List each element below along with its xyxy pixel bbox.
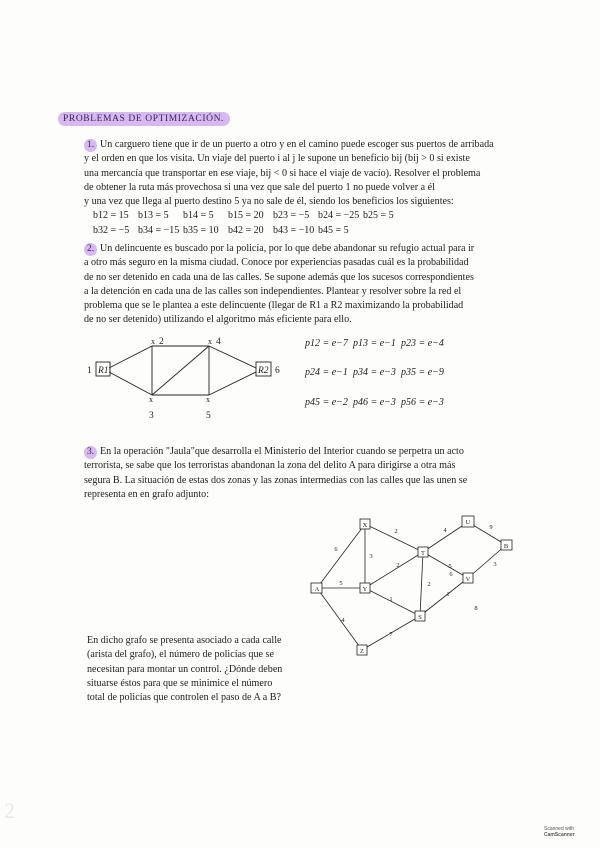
problem-3-text bbox=[84, 445, 524, 502]
text-line: de no ser detenido) utilizando el algoritmo más eficiente para ello. bbox=[84, 314, 352, 326]
probability-value: p34 = e−3 bbox=[353, 367, 396, 378]
node-v: V bbox=[465, 576, 471, 583]
node-3-mark: x bbox=[149, 395, 153, 404]
text-line: y el orden en que los visita. Un viaje del puerto i al j le supone un beneficio bij (bij > 0 si existe bbox=[84, 153, 470, 165]
weight-label: 3 bbox=[493, 561, 497, 568]
edge bbox=[152, 346, 209, 395]
edge bbox=[423, 552, 468, 578]
scanner-line: CamScanner bbox=[544, 832, 575, 838]
text-line: terrorista, se sabe que los terroristas abandonan la zona del delito A para dirigirse a otra más bbox=[84, 460, 456, 472]
weight-label: 1 bbox=[446, 591, 450, 598]
node-r1: R1 bbox=[98, 366, 109, 376]
node-t: T bbox=[421, 550, 425, 557]
weight-label: 4 bbox=[341, 617, 345, 624]
text-line: En dicho grafo se presenta asociado a cada calle bbox=[87, 635, 282, 646]
node-a: A bbox=[314, 586, 320, 593]
problem-1-number: 1. bbox=[84, 139, 97, 152]
text-line: de no ser detenido en cada una de las calles. Se supone además que los sucesos correspondientes bbox=[84, 271, 474, 283]
probability-value: p45 = e−2 bbox=[305, 397, 348, 408]
node-5-label: 5 bbox=[206, 411, 211, 421]
section-title: PROBLEMAS DE OPTIMIZACIÓN. bbox=[58, 112, 230, 126]
problem-1-text bbox=[84, 138, 524, 209]
text-line: a la detención en cada una de las calles son independientes. Plantear y resolver sobre la red el bbox=[84, 285, 462, 297]
node-x: X bbox=[362, 522, 368, 529]
page-number: 2 bbox=[4, 798, 15, 823]
weight-label: 7 bbox=[389, 631, 393, 638]
benefit-value: b43 = −10 bbox=[273, 225, 315, 236]
weight-label: 6 bbox=[334, 546, 338, 553]
benefit-value: b24 = −25 bbox=[318, 210, 360, 221]
benefits-row-1 bbox=[93, 210, 503, 221]
problem-2-number: 2. bbox=[84, 243, 97, 256]
text-line: Un delincuente es buscado por la policía, por lo que debe abandonar su refugio actual para ir bbox=[100, 243, 475, 254]
benefit-value: b34 = −15 bbox=[138, 225, 180, 236]
node-2-label: 2 bbox=[159, 337, 164, 347]
benefit-value: b12 = 15 bbox=[93, 210, 129, 221]
text-line: Un carguero tiene que ir de un puerto a otro y en el camino puede escoger sus puertos de arribada bbox=[100, 139, 494, 150]
node-4-label: 4 bbox=[216, 337, 221, 347]
text-line: representa en en grafo adjunto: bbox=[84, 488, 209, 500]
probability-value: p12 = e−7 bbox=[305, 338, 348, 349]
edge bbox=[109, 372, 152, 395]
weight-label: 8 bbox=[474, 605, 478, 612]
problem-2-text bbox=[84, 242, 524, 328]
probability-value: p23 = e−4 bbox=[401, 338, 444, 349]
text-line: necesitan para montar un control. ¿Dónde deben bbox=[87, 663, 283, 675]
weight-label: 3 bbox=[369, 553, 373, 560]
benefits-row-2 bbox=[93, 225, 503, 236]
edge bbox=[209, 372, 256, 395]
probability-value: p35 = e−9 bbox=[401, 367, 444, 378]
edge bbox=[109, 346, 152, 368]
probability-value: p13 = e−1 bbox=[353, 338, 396, 349]
probability-value: p46 = e−3 bbox=[353, 397, 396, 408]
problem-2-graph bbox=[80, 330, 300, 430]
node-2-mark: x bbox=[151, 337, 155, 346]
probabilities-row-3 bbox=[305, 397, 449, 408]
problem-3-side-text bbox=[87, 634, 317, 705]
node-5-mark: x bbox=[206, 395, 210, 404]
probabilities-row-2 bbox=[305, 367, 449, 378]
edge bbox=[317, 524, 365, 588]
problem-3-graph bbox=[305, 510, 520, 665]
text-line: de obtener la ruta más provechosa si una vez que sale del puerto 1 no puede volver a él bbox=[84, 181, 435, 193]
benefit-value: b42 = 20 bbox=[228, 225, 264, 236]
weight-label: 5 bbox=[339, 580, 343, 587]
node-r2: R2 bbox=[258, 366, 269, 376]
text-line: total de policías que controlen el paso de A a B? bbox=[87, 692, 281, 704]
weight-label: 9 bbox=[489, 524, 493, 531]
text-line: problema que se le plantea a este delincuente (llegar de R1 a R2 maximizando la probabilidad bbox=[84, 300, 464, 312]
text-line: segura B. La situación de estas dos zonas y las zonas intermedias con las calles que las unen se bbox=[84, 474, 468, 486]
problem-3-number: 3. bbox=[84, 446, 97, 459]
weight-label: 5 bbox=[448, 563, 452, 570]
start-label: 1 bbox=[87, 366, 92, 376]
node-s: S bbox=[418, 614, 422, 621]
benefit-value: b32 = −5 bbox=[93, 225, 130, 236]
weight-label: 4 bbox=[443, 527, 447, 534]
probability-value: p56 = e−3 bbox=[401, 397, 444, 408]
node-z: Z bbox=[360, 648, 364, 655]
weight-label: 2 bbox=[427, 581, 431, 588]
probabilities-row-1 bbox=[305, 338, 449, 349]
probability-value: p24 = e−1 bbox=[305, 367, 348, 378]
benefit-value: b13 = 5 bbox=[138, 210, 169, 221]
text-line: (arista del grafo), el número de policías que se bbox=[87, 649, 274, 661]
edge bbox=[420, 552, 423, 616]
end-label: 6 bbox=[275, 366, 280, 376]
benefit-value: b14 = 5 bbox=[183, 210, 214, 221]
node-3-label: 3 bbox=[149, 411, 154, 421]
weight-label: 2 bbox=[394, 528, 398, 535]
edge bbox=[365, 552, 423, 588]
weight-label: 1 bbox=[389, 596, 393, 603]
scanner-watermark bbox=[544, 826, 575, 838]
edge bbox=[468, 545, 506, 578]
text-line: a otro más seguro en la misma ciudad. Conoce por experiencias pasadas cuál es la probabilidad bbox=[84, 257, 469, 269]
benefit-value: b23 = −5 bbox=[273, 210, 310, 221]
edge bbox=[314, 586, 362, 650]
node-b: B bbox=[503, 543, 509, 550]
scanner-line: Scanned with bbox=[544, 826, 575, 832]
node-y: Y bbox=[362, 586, 368, 593]
text-line: y una vez que llega al puerto destino 5 ya no sale de él, siendo los beneficios los siguientes: bbox=[84, 196, 454, 208]
edge bbox=[209, 346, 256, 368]
benefit-value: b15 = 20 bbox=[228, 210, 264, 221]
node-4-mark: x bbox=[208, 337, 212, 346]
benefit-value: b45 = 5 bbox=[318, 225, 349, 236]
weight-label: 6 bbox=[449, 571, 453, 578]
text-line: En la operación "Jaula"que desarrolla el Ministerio del Interior cuando se perpetra un acto bbox=[100, 446, 464, 457]
node-u: U bbox=[465, 519, 471, 526]
text-line: una mercancía que transportar en ese viaje, bij < 0 si hace el viaje de vacío). Resolver el problema bbox=[84, 167, 481, 179]
text-line: situarse éstos para que se minimice el número bbox=[87, 677, 273, 689]
benefit-value: b35 = 10 bbox=[183, 225, 219, 236]
weight-label: 2 bbox=[396, 562, 400, 569]
benefit-value: b25 = 5 bbox=[363, 210, 394, 221]
